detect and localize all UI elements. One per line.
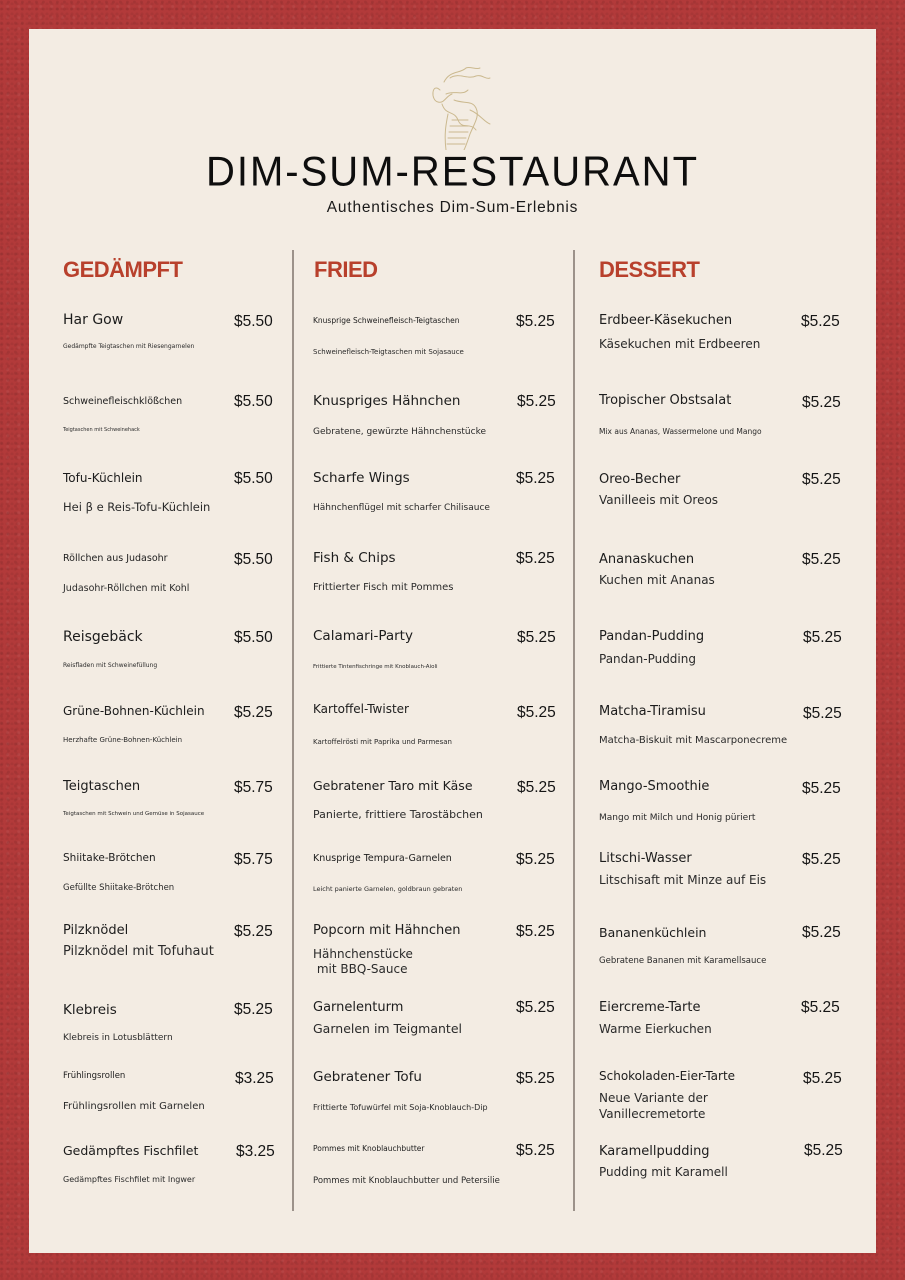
item-name: Oreo-Becher: [599, 472, 681, 487]
item-description: Käsekuchen mit Erdbeeren: [599, 337, 761, 351]
item-description: Neue Variante der: [599, 1091, 708, 1105]
item-description-line2: Vanillecremetorte: [599, 1107, 706, 1121]
item-price: $5.50: [234, 629, 273, 646]
item-description: Teigtaschen mit Schweinehack: [63, 427, 140, 433]
item-name: Fish & Chips: [313, 550, 396, 566]
item-description: Frittierter Fisch mit Pommes: [313, 582, 454, 593]
item-price: $5.25: [516, 999, 555, 1016]
item-name: Tofu-Küchlein: [63, 471, 143, 485]
column-divider: [292, 250, 294, 1211]
item-description: Teigtaschen mit Schwein und Gemüse in Sojasauce: [63, 811, 205, 817]
item-name: Shiitake-Brötchen: [63, 852, 156, 864]
item-price: $5.25: [801, 999, 840, 1016]
item-description: Pilzknödel mit Tofuhaut: [63, 944, 214, 959]
item-price: $5.25: [517, 779, 556, 796]
item-description: Frittierte Tofuwürfel mit Soja-Knoblauch-Dip: [313, 1103, 488, 1112]
item-name: Matcha-Tiramisu: [599, 704, 706, 719]
item-name: Scharfe Wings: [313, 470, 410, 486]
item-description: Gebratene Bananen mit Karamellsauce: [599, 956, 767, 966]
item-description: Frittierte Tintenfischringe mit Knoblauch-Aioli: [313, 664, 438, 670]
item-description: Hei β e Reis-Tofu-Küchlein: [63, 500, 211, 514]
item-name: Knusprige Tempura-Garnelen: [313, 853, 452, 864]
item-price: $5.25: [802, 851, 841, 868]
item-price: $5.50: [234, 313, 273, 330]
item-price: $5.50: [234, 393, 273, 410]
item-price: $5.25: [516, 851, 555, 868]
item-price: $5.50: [234, 551, 273, 568]
item-description: Kartoffelrösti mit Paprika und Parmesan: [313, 738, 452, 746]
item-name: Karamellpudding: [599, 1144, 710, 1159]
item-description: Klebreis in Lotusblättern: [63, 1033, 173, 1043]
item-description: Hähnchenflügel mit scharfer Chilisauce: [313, 503, 490, 513]
item-price: $5.25: [802, 780, 841, 797]
item-price: $5.25: [516, 1070, 555, 1087]
item-name: Popcorn mit Hähnchen: [313, 923, 461, 938]
item-description: Garnelen im Teigmantel: [313, 1021, 462, 1036]
page-title: DIM-SUM-RESTAURANT: [205, 148, 699, 196]
item-price: $5.25: [517, 629, 556, 646]
item-description: Reisfladen mit Schweinefüllung: [63, 662, 158, 669]
item-description: Gebratene, gewürzte Hähnchenstücke: [313, 427, 487, 437]
item-price: $5.25: [802, 924, 841, 941]
item-description: Pudding mit Karamell: [599, 1165, 728, 1179]
item-name: Pandan-Pudding: [599, 629, 705, 644]
item-name: Calamari-Party: [313, 628, 413, 644]
item-price: $5.25: [517, 393, 556, 410]
item-name: Teigtaschen: [63, 779, 141, 794]
item-description: Warme Eierkuchen: [599, 1022, 712, 1036]
item-name: Pommes mit Knoblauchbutter: [313, 1144, 425, 1153]
item-name: Schokoladen-Eier-Tarte: [599, 1069, 736, 1083]
column-divider: [573, 250, 575, 1211]
item-price: $5.50: [234, 470, 273, 487]
item-price: $5.25: [804, 1142, 843, 1159]
item-description: Leicht panierte Garnelen, goldbraun gebraten: [313, 885, 463, 893]
item-name: Frühlingsrollen: [63, 1071, 126, 1081]
item-name: Klebreis: [63, 1002, 117, 1018]
item-name: Kartoffel-Twister: [313, 702, 409, 716]
item-name: Grüne-Bohnen-Küchlein: [63, 704, 205, 718]
item-name: Eiercreme-Tarte: [599, 1000, 701, 1015]
item-price: $5.75: [234, 851, 273, 868]
item-description: Pommes mit Knoblauchbutter und Petersilie: [313, 1176, 500, 1186]
item-name: Schweinefleischklößchen: [63, 396, 183, 407]
item-description: Panierte, frittiere Tarostäbchen: [313, 808, 483, 821]
item-price: $5.25: [516, 470, 555, 487]
section-heading-fried: FRIED: [314, 257, 378, 282]
item-price: $3.25: [236, 1143, 275, 1160]
item-price: $3.25: [235, 1070, 274, 1087]
section-heading-dessert: DESSERT: [599, 257, 700, 282]
item-description: Schweinefleisch-Teigtaschen mit Sojasauce: [313, 348, 464, 356]
item-description: Frühlingsrollen mit Garnelen: [63, 1101, 205, 1112]
item-price: $5.25: [803, 705, 842, 722]
item-price: $5.25: [801, 313, 840, 330]
item-description: Gefüllte Shiitake-Brötchen: [63, 883, 175, 893]
item-price: $5.25: [234, 923, 273, 940]
item-price: $5.25: [802, 471, 841, 488]
item-name: Erdbeer-Käsekuchen: [599, 313, 733, 328]
item-description: Herzhafte Grüne-Bohnen-Küchlein: [63, 736, 183, 744]
item-description: Mango mit Milch und Honig püriert: [599, 813, 756, 823]
item-price: $5.25: [516, 923, 555, 940]
item-name: Gedämpftes Fischfilet: [63, 1143, 199, 1158]
item-description: Litschisaft mit Minze auf Eis: [599, 873, 767, 887]
item-price: $5.25: [803, 1070, 842, 1087]
item-price: $5.25: [516, 313, 555, 330]
item-price: $5.25: [517, 704, 556, 721]
item-name: Garnelenturm: [313, 1000, 404, 1015]
item-price: $5.25: [803, 629, 842, 646]
item-description-line2: mit BBQ-Sauce: [313, 962, 408, 976]
item-name: Ananaskuchen: [599, 552, 695, 567]
item-price: $5.25: [516, 550, 555, 567]
item-description: Vanilleeis mit Oreos: [599, 493, 719, 507]
item-description: Gedämpftes Fischfilet mit Ingwer: [63, 1175, 196, 1184]
item-description: Mix aus Ananas, Wassermelone und Mango: [599, 427, 762, 436]
page-subtitle: Authentisches Dim-Sum-Erlebnis: [326, 199, 579, 216]
item-description: Gedämpfte Teigtaschen mit Riesengarnelen: [63, 343, 195, 350]
section-heading-gedaempft: GEDÄMPFT: [63, 257, 183, 282]
item-name: Knuspriges Hähnchen: [313, 393, 461, 409]
item-name: Röllchen aus Judasohr: [63, 553, 168, 564]
item-name: Pilzknödel: [63, 923, 129, 938]
item-price: $5.25: [234, 1001, 273, 1018]
item-name: Gebratener Taro mit Käse: [313, 778, 473, 793]
item-name: Gebratener Tofu: [313, 1069, 422, 1085]
item-name: Knusprige Schweinefleisch-Teigtaschen: [313, 316, 460, 325]
item-description: Hähnchenstücke: [313, 947, 413, 961]
item-description: Matcha-Biskuit mit Mascarponecreme: [599, 735, 788, 746]
dragon-icon: [410, 60, 500, 150]
item-price: $5.25: [802, 551, 841, 568]
item-name: Reisgebäck: [63, 629, 143, 645]
item-name: Litschi-Wasser: [599, 851, 692, 866]
item-description: Pandan-Pudding: [599, 652, 696, 666]
item-name: Har Gow: [63, 312, 124, 328]
item-price: $5.75: [234, 779, 273, 796]
item-name: Tropischer Obstsalat: [599, 393, 732, 408]
item-price: $5.25: [516, 1142, 555, 1159]
item-price: $5.25: [802, 394, 841, 411]
item-name: Mango-Smoothie: [599, 779, 710, 794]
item-name: Bananenküchlein: [599, 925, 707, 940]
item-price: $5.25: [234, 704, 273, 721]
item-description: Kuchen mit Ananas: [599, 573, 715, 587]
item-description: Judasohr-Röllchen mit Kohl: [63, 583, 190, 594]
